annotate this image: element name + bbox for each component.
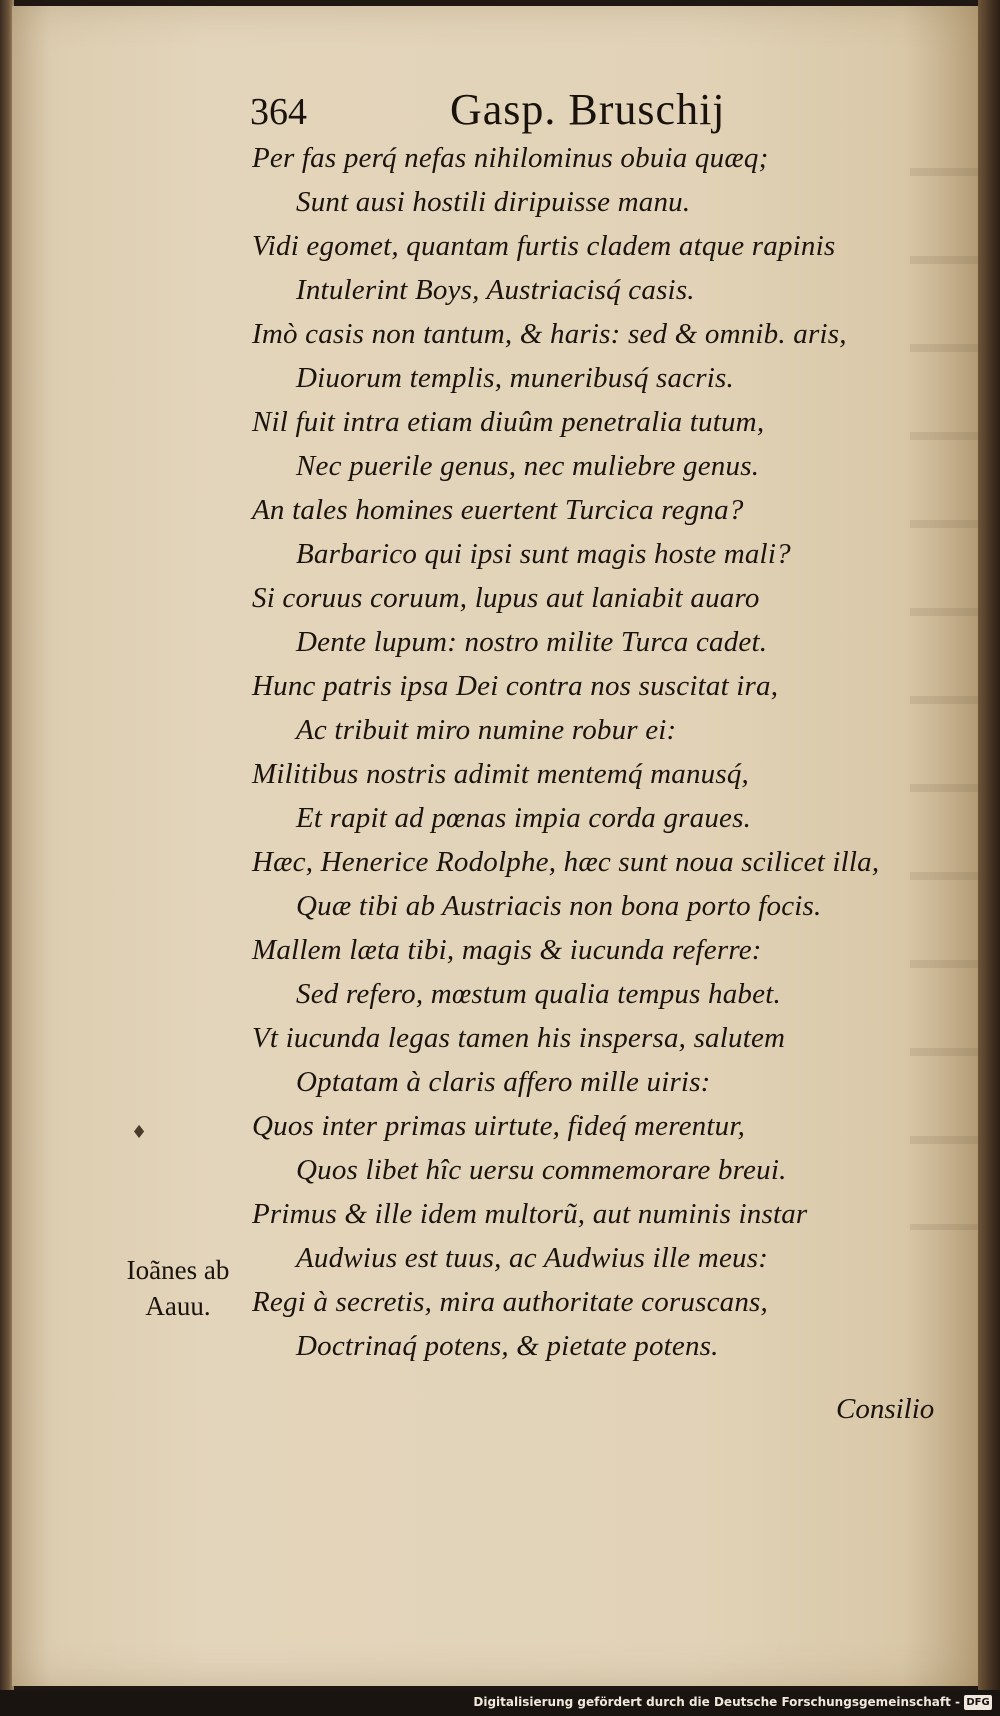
verse-line: Intulerint Boys, Austriacisq́ casis. [296,274,695,306]
verse-line: Barbarico qui ipsi sunt magis hoste mali? [296,538,791,570]
verse-line: Sunt ausi hostili diripuisse manu. [296,186,691,218]
verse-line: Audwius est tuus, ac Audwius ille meus: [296,1242,769,1274]
verse-line: Nil fuit intra etiam diuûm penetralia tutum, [252,406,765,438]
running-head: Gasp. Bruschij [450,85,726,134]
marginal-note-line: Aauu. [145,1291,211,1321]
verse-line: Per fas perq́ nefas nihilominus obuia quæq; [252,142,769,174]
verse-line: Hunc patris ipsa Dei contra nos suscitat ira, [252,670,779,702]
verse-line: Regi à secretis, mira authoritate coruscans, [252,1286,768,1318]
verse-line: Quos libet hîc uersu commemorare breui. [296,1154,787,1186]
verse-line: Ac tribuit miro numine robur ei: [296,714,677,746]
verse-line: Si coruus coruum, lupus aut laniabit auaro [252,582,760,614]
page-header [250,84,770,144]
verse-line: Hæc, Henerice Rodolphe, hæc sunt noua scilicet illa, [252,846,880,878]
verse-line: Nec puerile genus, nec muliebre genus. [296,450,760,482]
verse-line: Optatam à claris affero mille uiris: [296,1066,711,1098]
marginal-note-line: Ioãnes ab [126,1255,230,1285]
verse-line: An tales homines euertent Turcica regna? [252,494,744,526]
footer-bar [0,1690,1000,1716]
verse-line: Mallem læta tibi, magis & iucunda referre: [252,934,762,966]
verse-line: Dente lupum: nostro milite Turca cadet. [296,626,768,658]
catchword: Consilio [836,1393,935,1425]
book-edge [978,0,1000,1690]
page-number: 364 [250,91,307,133]
show-through [910,130,980,1230]
verse-line: Vt iucunda legas tamen his inspersa, salutem [252,1022,786,1054]
verse-line: Sed refero, mœstum qualia tempus habet. [296,978,781,1010]
funding-credit: Digitalisierung gefördert durch die Deutsche Forschungsgemeinschaft - [473,1695,960,1709]
verse-line: Imò casis non tantum, & haris: sed & omnib. aris, [252,318,847,350]
verse-line: Vidi egomet, quantam furtis cladem atque rapinis [252,230,836,262]
verse-line: Diuorum templis, muneribusq́ sacris. [296,362,734,394]
verse-line: Quos inter primas uirtute, fideq́ merentur, [252,1110,746,1142]
verse-line: Primus & ille idem multorũ, aut numinis instar [252,1198,808,1230]
dfg-logo-icon: DFG [964,1695,992,1710]
verse-line: Et rapit ad pœnas impia corda graues. [296,802,752,834]
verse-line: Militibus nostris adimit mentemq́ manusq́, [252,758,749,790]
verse-line: Quæ tibi ab Austriacis non bona porto focis. [296,890,822,922]
marginal-mark-icon: ♦ [131,1122,148,1143]
verse-line: Doctrinaq́ potens, & pietate potens. [296,1330,719,1362]
marginal-note [108,1252,248,1324]
